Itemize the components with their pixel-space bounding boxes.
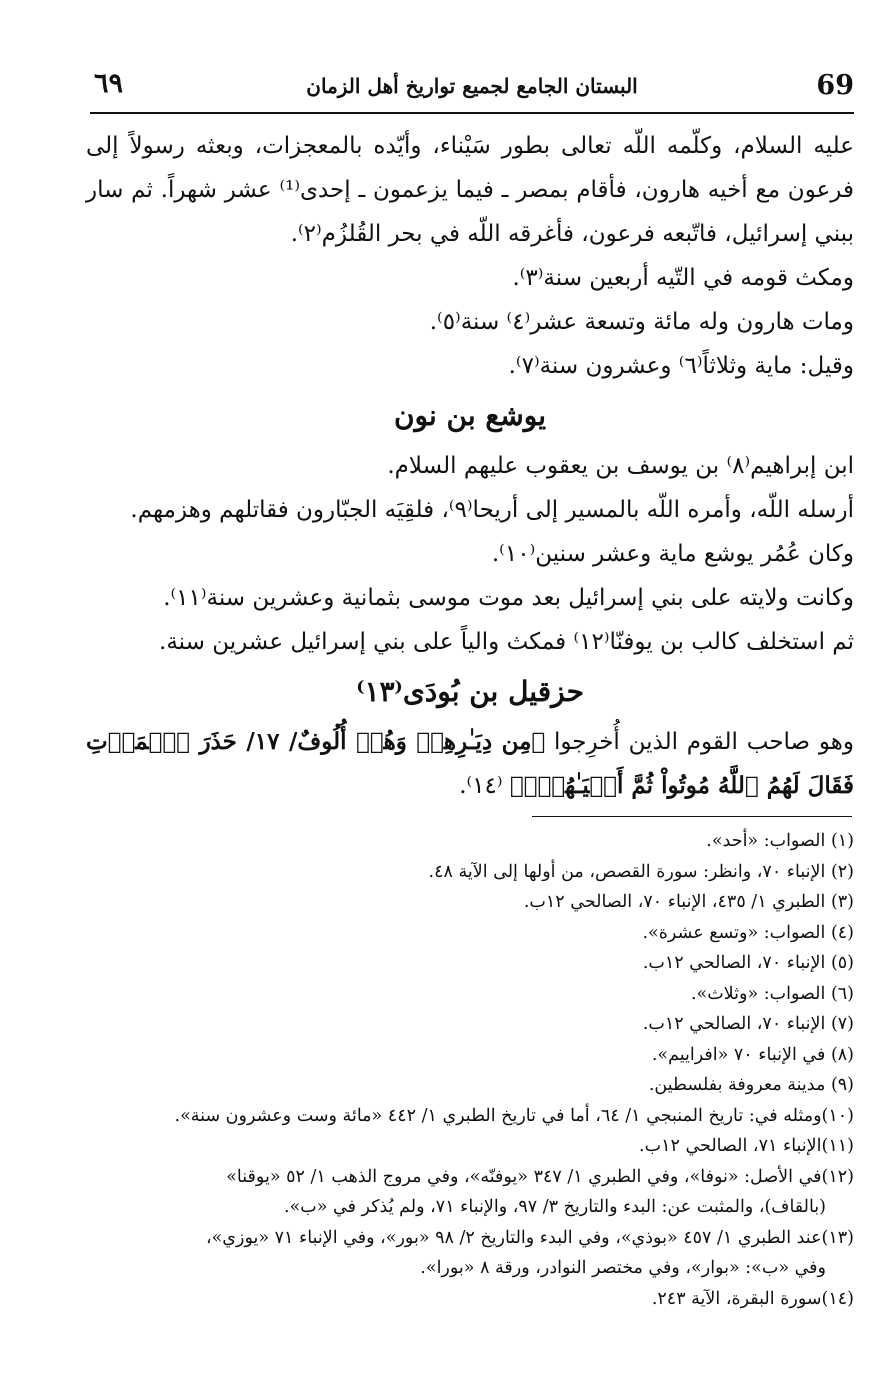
footnote xyxy=(86,1162,854,1193)
footnote-number: (١٤) xyxy=(821,1288,854,1309)
footnote-number: (٦) xyxy=(830,983,854,1004)
footnote xyxy=(86,979,854,1010)
footnote xyxy=(86,1009,854,1040)
footnote-text: الإنباء ٧٠، وانظر: سورة القصص، من أولها إلى الآية ٤٨. xyxy=(428,861,826,882)
footnote-text: الإنباء ٧٠، الصالحي ١٢ب. xyxy=(642,1014,826,1034)
page-number-arabic: ٦٩ xyxy=(94,68,124,99)
footnote-rule xyxy=(532,816,852,817)
footnote-number: (١٣) xyxy=(821,1227,854,1248)
paragraph: أرسله اللّه، وأمره اللّه بالمسير إلى أريحا⁽٩⁾، فلقِيَه الجبّارون فقاتلهم وهزمهم. xyxy=(130,497,854,523)
footnote xyxy=(86,1101,854,1132)
paragraph: ثم استخلف كالب بن يوفنّا⁽١٢⁾ فمكث والياً على بني إسرائيل عشرين سنة. xyxy=(159,629,854,655)
paragraph: وكانت ولايته على بني إسرائيل بعد موت موسى بثمانية وعشرين سنة⁽١١⁾. xyxy=(163,585,854,611)
footnote-continuation: (بالقاف)، والمثبت عن: البدء والتاريخ ٣/ ٩٧، والإنباء ٧١، ولم يُذكر في «ب». xyxy=(284,1197,826,1217)
footnote-text: الصواب: «وتسع عشرة». xyxy=(642,922,826,943)
paragraph: وكان عُمُر يوشع ماية وعشر سنين⁽١٠⁾. xyxy=(491,541,854,567)
paragraph: ومكث قومه في التّيه أربعين سنة⁽٣⁾. xyxy=(512,265,854,291)
main-text xyxy=(86,124,854,808)
running-title: البستان الجامع لجميع تواريخ أهل الزمان xyxy=(306,74,638,98)
footnote xyxy=(86,826,854,857)
footnote-number: (٥) xyxy=(830,953,854,973)
footnote xyxy=(86,948,854,979)
footnote xyxy=(86,887,854,918)
footnote-text: الصواب: «أحد». xyxy=(706,831,826,851)
footnote-number: (٧) xyxy=(830,1014,854,1034)
section-heading: حزقيل بن بُودَى⁽١٣⁾ xyxy=(356,675,584,708)
footnote-text: الطبري ١/ ٤٣٥، الإنباء ٧٠، الصالحي ١٢ب. xyxy=(523,892,826,912)
footnote xyxy=(86,1070,854,1101)
footnote xyxy=(86,1223,854,1254)
paragraph-text: وهو صاحب القوم الذين أُخرِجوا xyxy=(554,729,854,755)
section-heading: يوشع بن نون xyxy=(393,399,547,432)
paragraph: ومات هارون وله مائة وتسعة عشر⁽٤⁾ سنة⁽٥⁾. xyxy=(429,309,854,335)
quran-quote: ﴿مِن دِيَـٰرِهِمۡ وَهُمۡ أُلُوفٌ/ ١٧/ حَذَرَ ٱلۡمَوۡتِ فَقَالَ لَهُمُ ٱللَّهُ مُوتُواْ ثُمَّ أَحۡيَـٰهُمۡۚ﴾ xyxy=(86,728,854,799)
footnote-continuation: وفي «ب»: «بوار»، وفي مختصر النوادر، ورقة ٨ «بورا». xyxy=(420,1258,826,1278)
footnote-text: مدينة معروفة بفلسطين. xyxy=(648,1075,826,1095)
footnote-text: الإنباء ٧١، الصالحي ١٢ب. xyxy=(639,1136,822,1156)
paragraph: ابن إبراهيم⁽٨⁾ بن يوسف بن يعقوب عليهم السلام. xyxy=(387,453,854,479)
footnote-number: (٢) xyxy=(830,861,854,882)
footnote-text: سورة البقرة، الآية ٢٤٣. xyxy=(651,1288,822,1309)
footnote-number: (١٢) xyxy=(821,1166,854,1187)
footnote xyxy=(86,1040,854,1071)
paragraph: وقيل: ماية وثلاثاً⁽٦⁾ وعشرون سنة⁽٧⁾. xyxy=(508,353,854,379)
footnote-marker: ⁽١٤⁾. xyxy=(459,773,503,799)
footnote-number: (١) xyxy=(830,831,854,851)
page-number-latin: 69 xyxy=(816,70,854,101)
footnote xyxy=(86,1131,854,1162)
footnote-text: الصواب: «وثلاث». xyxy=(690,983,826,1004)
footnote-number: (٩) xyxy=(830,1075,854,1095)
footnote-number: (١٠) xyxy=(821,1105,854,1126)
paragraph: عليه السلام، وكلّمه اللّه تعالى بطور سَيْناء، وأيّده بالمعجزات، وبعثه رسولاً إلى فرعون مع أخيه هارون، فأقام بمصر ـ فيما يزعمون ـ إحدى⁽¹⁾ عشر شهراً. ثم سار ببني إسرائيل، فاتّبعه فرعون، فأغرقه اللّه في بحر القُلزُم⁽٢⁾. xyxy=(86,133,854,247)
paragraph xyxy=(86,720,854,808)
footnote-number: (٨) xyxy=(830,1044,854,1065)
footnote-number: (١١) xyxy=(821,1136,854,1156)
footnote xyxy=(86,1284,854,1315)
footnote-text: ومثله في: تاريخ المنبجي ١/ ٦٤، أما في تاريخ الطبري ١/ ٤٤٢ «مائة وست وعشرون سنة». xyxy=(174,1105,822,1126)
page-header xyxy=(90,66,854,106)
header-rule xyxy=(90,112,854,114)
footnote-number: (٣) xyxy=(830,892,854,912)
footnote xyxy=(86,857,854,888)
footnote-text: في الأصل: «نوفا»، وفي الطبري ١/ ٣٤٧ «يوفنّه»، وفي مروج الذهب ١/ ٥٢ «يوقنا» xyxy=(226,1166,822,1187)
footnote-text: عند الطبري ١/ ٤٥٧ «بوذي»، وفي البدء والتاريخ ٢/ ٩٨ «بور»، وفي الإنباء ٧١ «يوزي»، xyxy=(205,1227,822,1248)
footnote-text: الإنباء ٧٠، الصالحي ١٢ب. xyxy=(642,953,826,973)
footnote-number: (٤) xyxy=(830,922,854,943)
footnote xyxy=(86,918,854,949)
footnote-text: في الإنباء ٧٠ «افراييم». xyxy=(651,1044,826,1065)
footnotes xyxy=(86,826,854,1314)
